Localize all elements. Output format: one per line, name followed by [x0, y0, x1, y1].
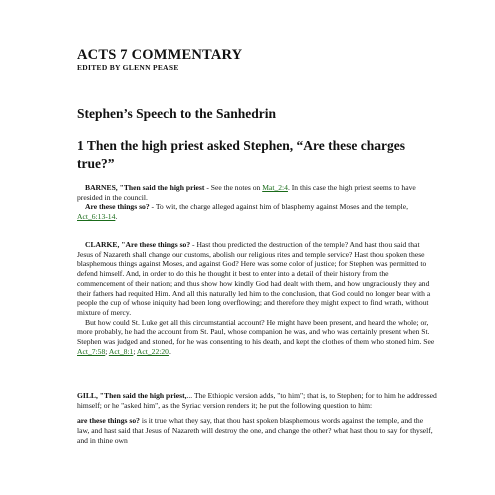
barnes-lead-2: Are these things so? [85, 202, 150, 212]
clarke-text-3: . [168, 346, 171, 356]
clarke-sep-1: ; [105, 346, 109, 356]
clarke-sep-2: ; [133, 346, 137, 356]
clarke-commentary [77, 240, 437, 356]
clarke-lead: CLARKE, "Are these things so? [85, 240, 191, 249]
scripture-link-act-6-13[interactable]: Act_6:13-14 [77, 212, 116, 222]
barnes-text-4: . [115, 212, 118, 222]
gill-lead: GILL, "Then said the high priest, [77, 391, 187, 400]
scripture-link-act-7-58[interactable]: Act_7:58 [77, 346, 106, 356]
barnes-lead: BARNES, "Then said the high priest [85, 183, 205, 192]
gill-commentary [77, 391, 437, 446]
editor-line: EDITED BY GLENN PEASE [77, 63, 179, 72]
gill-text-2: is it true what they say, that thou hast spoken blasphemous words against the temple, and the law, and hast said that Jesus of Nazareth will destroy the one, and change the other? what hast thou to say for thyself, and in thine own [77, 416, 433, 445]
clarke-text-1: - Hast thou predicted the destruction of the temple? And hast thou said that Jesus of Nazareth shall change our customs, abolish our religious rites and temple service? Hast thou spoken these blasphemous things against Moses, and against God? Here was some color of justice; for Stephen was permitted to defend himself. And, in order to do this he thought it best to enter into a detail of their history from the commencement of their nation; and thus show how kindly God had dealt with them, and how ungraciously they and their fathers had requited Him. And all this naturally led him to the conclusion, that God could no longer bear with a people the cup of whose iniquity had been long overflowing; and therefore they might expect to find wrath, without mixture of mercy. [77, 240, 431, 317]
scripture-link-mat-2-4[interactable]: Mat_2:4 [262, 183, 288, 192]
barnes-text-3: - To wit, the charge alleged against him of blasphemy against Moses and the temple, [149, 202, 408, 212]
document-title: ACTS 7 COMMENTARY [77, 47, 243, 63]
clarke-paragraph-1 [77, 240, 437, 318]
clarke-paragraph-2 [77, 318, 437, 357]
clarke-text-2: But how could St. Luke get all this circumstantial account? He might have been present, and heard the whole; or, more probably, he had the account from St. Paul, whose companion he was, and who was certainly present when St. Stephen was judged and stoned, for he was consenting to his death, and kept the clothes of them who stoned him. See [77, 317, 435, 347]
gill-lead-2: are these things so? [77, 416, 140, 426]
barnes-paragraph-1 [77, 183, 437, 202]
section-heading: Stephen’s Speech to the Sanhedrin [77, 106, 277, 121]
verse-heading: 1 Then the high priest asked Stephen, “Are these charges true?” [77, 138, 406, 171]
gill-text-1: ... The Ethiopic version adds, "to him"; that is, to Stephen; for to him he addressed himself; or he "asked him", as the Syriac version renders it; he put the following question to him: [77, 391, 437, 410]
gill-paragraph-1 [77, 391, 437, 410]
barnes-text-1: - See the notes on [204, 183, 263, 192]
scripture-link-act-8-1[interactable]: Act_8:1 [108, 346, 134, 356]
barnes-paragraph-2 [77, 202, 437, 221]
barnes-commentary [77, 183, 437, 222]
barnes-text-2: . In this case the high priest seems to have presided in the council. [77, 183, 416, 202]
scripture-link-act-22-20[interactable]: Act_22:20 [136, 346, 169, 356]
gill-paragraph-2 [77, 416, 437, 445]
